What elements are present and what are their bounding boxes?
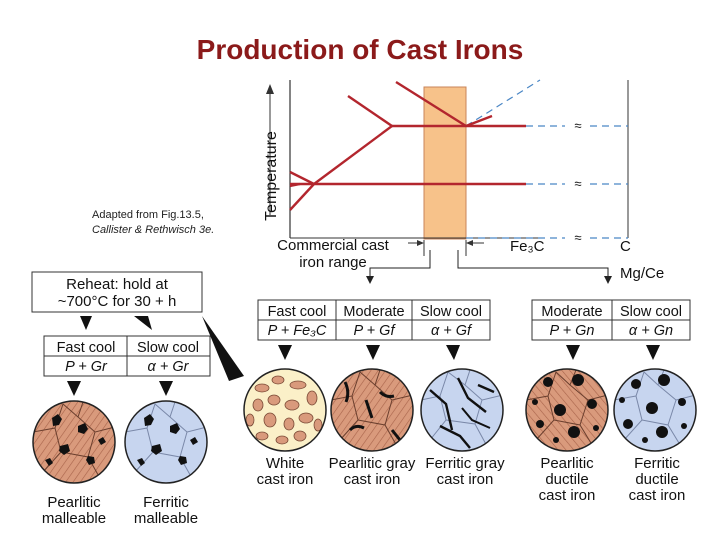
micrograph-ferritic-gray <box>421 369 503 451</box>
ductile-header-slow: Slow cool <box>619 304 683 320</box>
arrow-to-ferritic-gray <box>446 345 460 360</box>
arrow-to-pearlitic-gray <box>366 345 380 360</box>
caption-pearlitic-malleable-2: malleable <box>41 510 107 527</box>
arrow-to-pearlitic-malleable <box>67 381 81 396</box>
main-cell-fast: P + Fe₃C <box>267 323 327 339</box>
caption-ferritic-malleable-2: malleable <box>133 510 199 527</box>
reheat-box <box>32 272 202 312</box>
commercial-range-band <box>424 87 466 239</box>
fe3c-label: Fe₃C <box>510 238 545 255</box>
micrograph-pearlitic-ductile <box>526 369 608 451</box>
arrow-to-ferritic-malleable <box>159 381 173 396</box>
credit-line-1: Adapted from Fig.13.5, <box>92 209 204 221</box>
reheat-line-1: Reheat: hold at <box>66 276 168 293</box>
dashed-extensions <box>466 80 628 238</box>
caption-ferritic-ductile-2: ductile <box>635 471 679 488</box>
range-arrow-left-head <box>417 240 424 246</box>
caption-pearlitic-gray-2: cast iron <box>343 471 401 488</box>
carbon-label: C <box>620 238 631 255</box>
main-header-moderate: Moderate <box>343 304 405 320</box>
main-header-slow: Slow cool <box>419 304 483 320</box>
phase-diagram <box>263 80 631 271</box>
arrow-to-main-table <box>366 276 374 284</box>
caption-pearlitic-ductile-1: Pearlitic <box>540 455 594 472</box>
malleable-table <box>44 336 210 376</box>
range-label-1: Commercial cast <box>277 237 389 254</box>
reheat-line-2: ~700°C for 30 + h <box>57 293 177 310</box>
temperature-arrow-head <box>266 84 274 94</box>
malleable-header-fast: Fast cool <box>56 340 116 356</box>
ductile-cell-moderate: P + Gn <box>549 323 595 339</box>
caption-pearlitic-ductile-3: cast iron <box>538 487 596 504</box>
micrograph-pearlitic-malleable <box>33 401 115 483</box>
main-cell-slow: α + Gf <box>430 323 472 339</box>
arrow-to-ferritic-ductile <box>646 345 660 360</box>
caption-ferritic-ductile-3: cast iron <box>628 487 686 504</box>
micrograph-ferritic-ductile <box>614 369 696 451</box>
credit-line-2: Callister & Rethwisch 3e. <box>92 224 215 236</box>
caption-pearlitic-ductile-2: ductile <box>545 471 589 488</box>
ductile-header-moderate: Moderate <box>541 304 603 320</box>
caption-ferritic-malleable-1: Ferritic <box>143 494 189 511</box>
slide-title: Production of Cast Irons <box>196 34 524 65</box>
main-table <box>258 300 490 340</box>
range-arrow-right-head <box>466 240 473 246</box>
mgce-label: Mg/Ce <box>620 265 665 282</box>
break-mark: ≈ <box>574 176 582 191</box>
caption-pearlitic-gray-1: Pearlitic gray <box>328 455 416 472</box>
caption-white-2: cast iron <box>256 471 314 488</box>
micrograph-white-cast-iron <box>244 369 326 451</box>
y-axis-label: Temperature <box>263 131 280 221</box>
break-mark: ≈ <box>574 230 582 245</box>
range-label-2: iron range <box>299 254 367 271</box>
malleable-cell-slow: α + Gr <box>147 359 189 375</box>
caption-white-1: White <box>265 455 305 472</box>
main-cell-moderate: P + Gf <box>353 323 395 339</box>
malleable-header-slow: Slow cool <box>136 340 200 356</box>
malleable-cell-fast: P + Gr <box>65 359 107 375</box>
arrow-reheat-fast <box>80 316 92 330</box>
arrow-to-pearlitic-ductile <box>566 345 580 360</box>
flow-connectors <box>370 250 608 280</box>
arrow-to-white <box>278 345 292 360</box>
ductile-cell-slow: α + Gn <box>628 323 674 339</box>
caption-ferritic-ductile-1: Ferritic <box>634 455 680 472</box>
break-mark: ≈ <box>574 118 582 133</box>
ductile-table <box>532 300 690 340</box>
main-header-fast: Fast cool <box>267 304 327 320</box>
micrograph-ferritic-malleable <box>125 401 207 483</box>
arrow-to-ductile-table <box>604 276 612 284</box>
phase-lines <box>290 82 526 210</box>
caption-ferritic-gray-2: cast iron <box>436 471 494 488</box>
micrograph-pearlitic-gray <box>331 369 413 451</box>
arrow-reheat-slow <box>134 316 152 330</box>
caption-ferritic-gray-1: Ferritic gray <box>425 455 505 472</box>
caption-pearlitic-malleable-1: Pearlitic <box>47 494 101 511</box>
